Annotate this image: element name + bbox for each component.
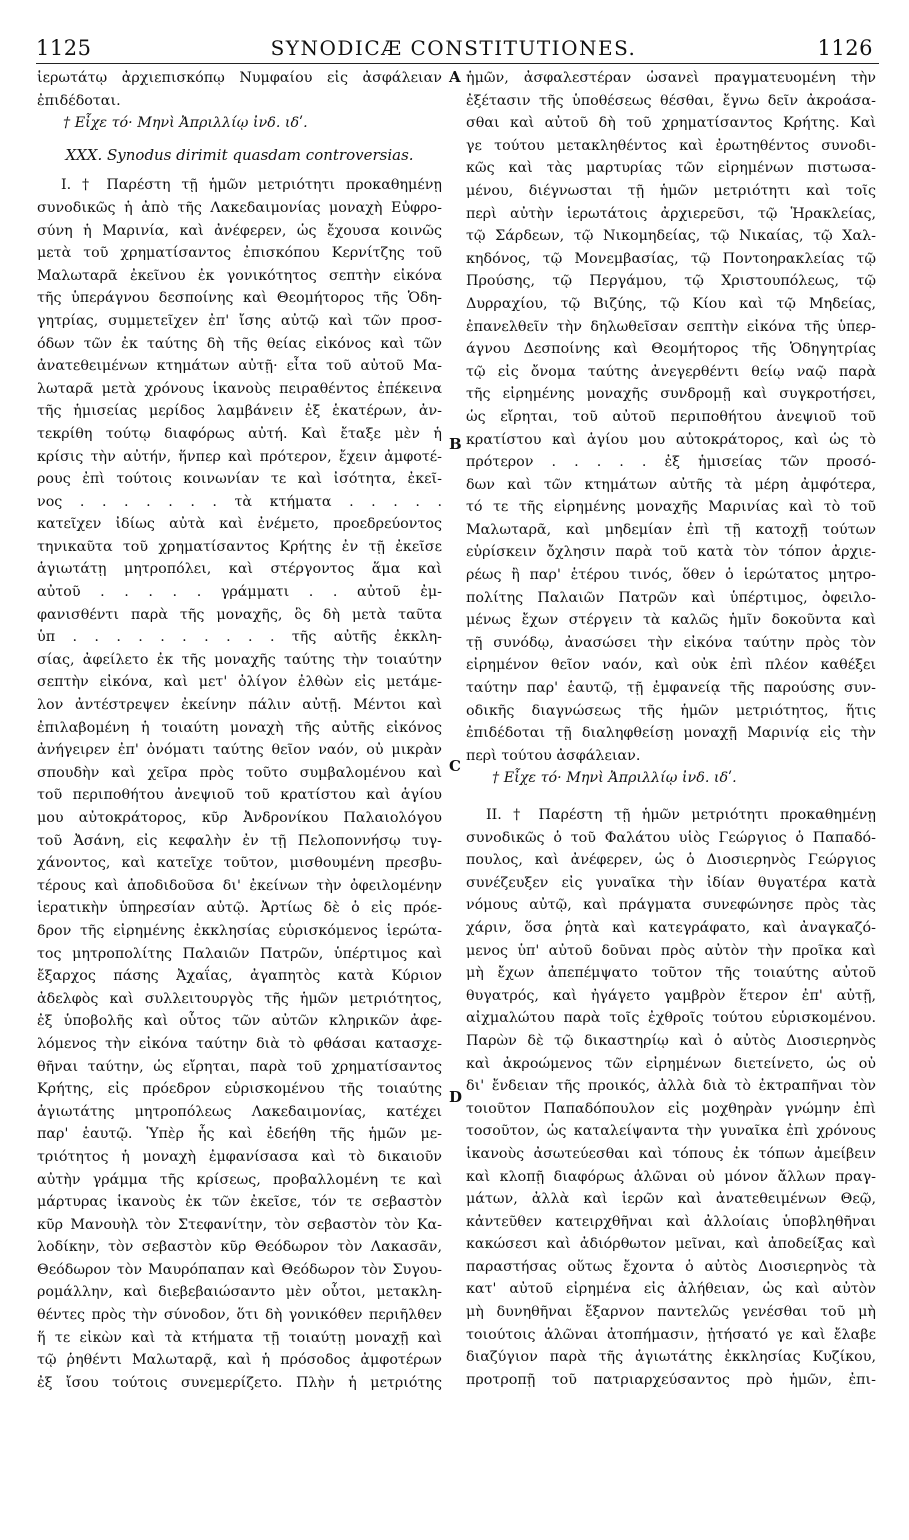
- text-line: σεπτὴν εἰκόνα, καὶ μετ' ὀλίγον ἐλθὼν εἰς μετάμε-: [37, 674, 442, 691]
- text-line: μενος ὑπ' αὐτοῦ δοῦναι πρὸς αὐτὸν τὴν προῖκα καὶ: [466, 942, 876, 959]
- text-line: κατ' αὐτοῦ εἰρημένα εἰς ἀλήθειαν, ὡς καὶ αὐτὸν: [466, 1281, 876, 1298]
- date-subscription: † Εἶχε τό· Μηνὶ Ἀπριλλίῳ ἰνδ. ιδʹ.: [492, 770, 737, 787]
- margin-letter-a: A: [449, 68, 461, 86]
- text-line: ἀνατεθειμένων κτημάτων αὐτῇ· εἶτα τοῦ αὐτοῦ Μα-: [37, 358, 442, 375]
- text-line: κρατίστου καὶ ἁγίου μου αὐτοκράτορος, καὶ ὡς τὸ: [466, 431, 876, 448]
- text-line: πρότερον . . . . . ἐξ ἡμισείας τῶν προσό-: [466, 454, 876, 471]
- text-line: ἐξ ὑποβολῆς καὶ οὗτος τῶν αὐτῶν κληρικῶν ἀφε-: [37, 1013, 442, 1030]
- text-line: αὐτὴν γράμμα τῆς κρίσεως, προβαλλομένη τε καὶ: [37, 1171, 442, 1188]
- text-line: τῇ συνόδῳ, ἀνασώσει τὴν εἰκόνα ταύτην πρὸς τὸν: [466, 634, 876, 651]
- text-line: ρους ἐπὶ τούτοις κοινωνίαν τε καὶ ἰσότητα, ἐκεῖ-: [37, 471, 442, 488]
- margin-letter-c: C: [449, 757, 461, 775]
- text-line: σθαι καὶ αὐτοῦ δὴ τοῦ χρηματίσαντος Κρήτης. Καὶ: [466, 115, 876, 132]
- text-line: ἐπανελθεῖν τὴν δηλωθεῖσαν σεπτὴν εἰκόνα τῆς ὑπερ-: [466, 318, 876, 335]
- text-line: λοδίκην, τὸν σεβαστὸν κῦρ Θεόδωρον τὸν Λακασᾶν,: [37, 1239, 442, 1256]
- text-line: ἱερωτάτῳ ἀρχιεπισκόπῳ Νυμφαίου εἰς ἀσφάλειαν: [37, 70, 442, 86]
- text-line: τό τε τῆς εἰρημένης μοναχῆς Μαρινίας καὶ τὸ τοῦ: [466, 499, 876, 516]
- text-line: Κρήτης, εἰς πρόεδρον εὑρισκομένου τῆς τοιαύτης: [37, 1081, 442, 1098]
- text-line: σύνη ἡ Μαρινία, καὶ ἀνέφερεν, ὡς ἔχουσα κοινῶς: [37, 222, 442, 239]
- text-line: τῆς ἡμισείας μερίδος λαμβάνειν ἐξ ἑκατέρων, ἀν-: [37, 403, 442, 420]
- text-line: λον ἀντέστρεψεν ἐκείνην πάλιν αὐτῇ. Μέντοι καὶ: [37, 697, 442, 714]
- text-line: περὶ αὐτὴν ἱερωτάτοις ἀρχιερεῦσι, τῷ Ἡρακλείας,: [466, 205, 876, 222]
- text-line: τοῦ περιποθήτου ἀνεψιοῦ τοῦ κρατίστου καὶ ἁγίου: [37, 787, 442, 804]
- text-line: ἁγιωτάτῃ μητροπόλει, καὶ στέργοντος ἅμα καὶ: [37, 561, 442, 578]
- text-line: καὶ κλοπῇ διαφόρως ἁλῶναι οὐ μόνον ἄλλων πραγ-: [466, 1168, 876, 1185]
- text-line: χάριν, ὅσα ῥητὰ καὶ κατεγράφατο, καὶ ἀναγκαζό-: [466, 919, 876, 936]
- text-line: ρομάλλην, καὶ διεβεβαιώσαντο μὲν οὗτοι, μετακλη-: [37, 1284, 442, 1301]
- text-line: νόμους αὐτῷ, καὶ πράγματα συνεφώνησε πρὸς τὰς: [466, 897, 876, 914]
- text-line: ἱκανοὺς ἀσωτεύεσθαι καὶ τόπους ἐκ τόπων ἀμείβειν: [466, 1145, 876, 1162]
- text-line: ἡμῶν, ἀσφαλεστέραν ὡσανεὶ πραγματευομένη τὴν: [466, 70, 876, 86]
- right-column: [466, 67, 876, 1391]
- text-line: ἐπιλαβομένη ἡ τοιαύτη μοναχὴ τῆς αὐτῆς εἰκόνος: [37, 719, 442, 736]
- margin-letter-b: B: [449, 435, 462, 453]
- text-line: παραστήσας οὕτως ἔχοντα ὁ αὐτὸς Διοσιερηνὸς τὰ: [466, 1258, 876, 1275]
- text-line: μὴ ἔχων ἀπεπέμψατο τοῦτον τῆς τοιαύτης αὐτοῦ: [466, 965, 876, 982]
- text-line: μου αὐτοκράτορος, κῦρ Ἀνδρονίκου Παλαιολόγου: [37, 810, 442, 826]
- text-line: ἱερατικὴν ὑπηρεσίαν αὐτῷ. Ἀρτίως δὲ ὁ εἰς πρόε-: [37, 900, 442, 917]
- left-column: [37, 67, 442, 1394]
- text-line: ἐξ ἴσου τούτοις συνεμερίζετο. Πλὴν ἡ μετριότης: [37, 1374, 442, 1391]
- text-line: ὡς εἴρηται, τοῦ αὐτοῦ περιποθήτου ἀνεψιοῦ τοῦ: [466, 408, 876, 425]
- text-line: συνοδικῶς ὁ τοῦ Φαλάτου υἱὸς Γεώργιος ὁ Παπαδό-: [466, 829, 876, 846]
- text-line: ταύτην παρ' ἑαυτῷ, τῇ ἐμφανείᾳ τῆς παρούσης συν-: [466, 680, 876, 697]
- text-line: τοιοῦτον Παπαδόπουλον εἰς μοχθηρὰν γνώμην ἐπὶ: [466, 1100, 876, 1117]
- text-line: μετὰ τοῦ χρηματίσαντος ἐπισκόπου Κερνίτζης τοῦ: [37, 245, 442, 262]
- left-page-number: 1125: [36, 36, 92, 60]
- text-line: αἰχμαλώτου παρὰ τοῖς ἐχθροῖς τούτου εὑρισκομένου.: [466, 1010, 876, 1027]
- text-line: θέντες πρὸς τὴν σύνοδον, ὅτι δὴ γονικόθεν περιῆλθεν: [37, 1307, 442, 1324]
- text-line: ἥ τε εἰκὼν καὶ τὰ κτήματα τῇ τοιαύτῃ μοναχῇ καὶ: [37, 1329, 442, 1346]
- text-line: θῆναι ταύτην, ὡς εἴρηται, παρὰ τοῦ χρηματίσαντος: [37, 1058, 442, 1075]
- text-line: γε τούτου μετακληθέντος καὶ ἐρωτηθέντος συνοδι-: [466, 137, 876, 154]
- text-line: γητρίας, συμμετεῖχεν ἐπ' ἴσης αὐτῷ καὶ τῶν προσ-: [37, 312, 442, 329]
- text-line: διαζύγιον παρὰ τῆς ἁγιωτάτης ἐκκλησίας Κυζίκου,: [466, 1349, 876, 1366]
- text-line: πουλος, καὶ ἀνέφερεν, ὡς ὁ Διοσιερηνὸς Γεώργιος: [466, 852, 876, 869]
- page-header: [26, 36, 881, 66]
- text-line: μένως ἔχων στέργειν τὰ καλῶς ἡμῖν δοκοῦντα καὶ: [466, 612, 876, 629]
- text-line: χάνοντος, καὶ κατεῖχε τοῦτον, μισθουμένη πρεσβυ-: [37, 855, 442, 872]
- text-line: περὶ τούτου ἀσφάλειαν.: [466, 747, 641, 764]
- text-line: θυγατρός, καὶ ἠγάγετο γαμβρὸν ἕτερον ἐπ' αὐτῇ,: [466, 987, 876, 1004]
- text-line: ὑπ . . . . . . . . . . τῆς αὐτῆς ἐκκλη-: [37, 629, 442, 646]
- text-line: I. † Παρέστη τῇ ἡμῶν μετριότητι προκαθημένῃ: [61, 177, 442, 194]
- text-line: νος . . . . . . . τὰ κτήματα . . . . .: [37, 493, 442, 510]
- header-rule: [36, 63, 879, 64]
- text-line: τῆς εἰρημένης μοναχῆς συνδρομῇ καὶ συγκροτήσει,: [466, 386, 876, 403]
- text-line: ἁγιωτάτης μητροπόλεως Λακεδαιμονίας, κατέχει: [37, 1103, 442, 1120]
- text-line: δι' ἔνδειαν τῆς προικός, ἀλλὰ διὰ τὸ ἐκτραπῆναι τὸν: [466, 1078, 876, 1095]
- text-line: κῦρ Μανουὴλ τὸν Στεφανίτην, τὸν σεβαστὸν τὸν Κα-: [37, 1216, 442, 1233]
- text-line: αὐτοῦ . . . . . γράμματι . . αὐτοῦ ἐμ-: [37, 584, 442, 601]
- text-line: τοσοῦτον, ὡς καταλείψαντα τὴν γυναῖκα ἐπὶ χρόνους: [466, 1123, 876, 1140]
- section-heading: XXX. Synodus dirimit quasdam controversias.: [65, 145, 414, 164]
- text-line: ρέως ἢ παρ' ἑτέρου τινός, ὅθεν ὁ ἱερώτατος μητρο-: [466, 567, 876, 584]
- running-title: SYNODICÆ CONSTITUTIONES.: [270, 36, 637, 60]
- text-line: τέρους καὶ ἀποδιδοῦσα δι' ἐκείνων τὴν ὀφειλομένην: [37, 877, 442, 894]
- text-line: σπουδὴν καὶ χεῖρα πρὸς τοῦτο συμβαλομένου καὶ: [37, 764, 442, 781]
- text-line: τοιούτοις ἁλῶναι ἀτοπήμασιν, ᾐτήσατό γε καὶ ἔλαβε: [466, 1326, 876, 1343]
- text-line: σίας, ἀφείλετο ἐκ τῆς μοναχῆς ταύτης τὴν τοιαύτην: [37, 651, 442, 668]
- text-line: κρίσις τὴν αὐτήν, ἥνπερ καὶ πρότερον, ἔχειν ἀμφοτέ-: [37, 448, 442, 465]
- text-line: συνοδικῶς ἡ ἀπὸ τῆς Λακεδαιμονίας μοναχὴ Εὐφρο-: [37, 199, 442, 216]
- text-line: λόμενος τὴν εἰκόνα ταύτην διὰ τὸ φθάσαι κατασχε-: [37, 1035, 442, 1052]
- text-line: παρ' ἑαυτῷ. Ὑπὲρ ἧς καὶ ἐδεήθη τῆς ἡμῶν με-: [37, 1126, 442, 1143]
- text-line: τοῦ Ἀσάνη, εἰς κεφαλὴν ἐν τῇ Πελοποννήσῳ τυγ-: [37, 832, 442, 849]
- text-line: όδων τῶν ἐκ ταύτης δὴ τῆς θείας εἰκόνος καὶ τῶν: [37, 335, 442, 352]
- text-line: Μαλωταρᾶ, καὶ μηδεμίαν ἐπὶ τῇ κατοχῇ τούτων: [466, 521, 876, 538]
- text-line: τεκρίθη τούτῳ διαφόρως αὐτή. Καὶ ἔταξε μὲν ἡ: [37, 425, 442, 442]
- text-line: τῷ εἰς ὄνομα ταύτης ἀνεγερθέντι θείῳ ναῷ παρὰ: [466, 363, 876, 380]
- text-line: ἐπιδέδοται.: [37, 92, 121, 109]
- date-subscription: † Εἶχε τό· Μηνὶ Ἀπριλλίῳ ἰνδ. ιδʹ.: [63, 115, 308, 132]
- text-line: πολίτης Παλαιῶν Πατρῶν καὶ ὑπέρτιμος, ὀφειλο-: [466, 589, 876, 606]
- text-line: τῷ ῥηθέντι Μαλωταρᾷ, καὶ ἡ πρόσοδος ἀμφοτέρων: [37, 1352, 442, 1369]
- text-line: τηνικαῦτα τοῦ χρηματίσαντος Κρήτης ἐν τῇ ἐκεῖσε: [37, 538, 442, 555]
- text-line: εἰρημένον θεῖον ναόν, καὶ οὐκ ἐπὶ πλέον καθέξει: [466, 657, 876, 674]
- text-line: Προύσης, τῷ Περγάμου, τῷ Χριστουπόλεως, τῷ: [466, 273, 876, 290]
- section-gap: [466, 790, 876, 804]
- text-line: δων καὶ τῶν κτημάτων αὐτῆς τὰ μέρη ἀμφότερα,: [466, 476, 876, 493]
- text-line: Δυρραχίου, τῷ Βιζύης, τῷ Κίου καὶ τῷ Μηδείας,: [466, 295, 876, 312]
- text-line: προτροπῇ τοῦ πατριαρχεύσαντος πρὸ ἡμῶν, ἐπι-: [466, 1371, 876, 1388]
- text-line: ἀνήγειρεν ἐπ' ὀνόματι ταύτης θεῖον ναόν, οὐ μικρὰν: [37, 742, 442, 759]
- text-line: κἀντεῦθεν κατειρχθῆναι καὶ ἀλλοίαις ὑποβληθῆναι: [466, 1213, 876, 1230]
- margin-letter-d: D: [449, 1088, 463, 1106]
- text-line: συνέζευξεν εἰς γυναῖκα τὴν ἰδίαν θυγατέρα κατὰ: [466, 874, 876, 891]
- text-line: λωταρᾶ μετὰ χρόνους ἱκανοὺς πειραθέντος ἐπέκεινα: [37, 380, 442, 397]
- text-line: ἐπιδέδοται τῇ διαληφθείσῃ μοναχῇ Μαρινίᾳ εἰς τὴν: [466, 725, 876, 742]
- text-line: άγνου Δεσποίνης καὶ Θεομήτορος τῆς Ὁδηγητρίας: [466, 341, 876, 358]
- right-page-number: 1126: [817, 36, 873, 60]
- text-line: εὑρίσκειν ὄχλησιν παρὰ τοῦ κατὰ τὸν τόπον ἀρχιε-: [466, 544, 876, 561]
- text-line: τριότητος ἡ μοναχὴ ἐμφανίσασα καὶ τὸ δικαιοῦν: [37, 1148, 442, 1165]
- text-line: τῆς ὑπεράγνου δεσποίνης καὶ Θεομήτορος τῆς Ὁδη-: [37, 290, 442, 307]
- text-line: τῷ Σάρδεων, τῷ Νικομηδείας, τῷ Νικαίας, τῷ Χαλ-: [466, 228, 876, 245]
- text-line: φανισθέντι παρὰ τῆς μοναχῆς, ὃς δὴ μετὰ ταῦτα: [37, 606, 442, 623]
- text-line: δρον τῆς εἰρημένης ἐκκλησίας εὑρισκόμενος ἱερώτα-: [37, 922, 442, 939]
- text-line: ἔξαρχος πάσης Ἀχαΐας, ἀγαπητὸς κατὰ Κύριον: [37, 968, 442, 985]
- text-line: μάτων, ἀλλὰ καὶ ἱερῶν καὶ ἀνατεθειμένων Θεῷ,: [466, 1191, 876, 1208]
- text-line: κηδόνος, τῷ Μονεμβασίας, τῷ Ποντοηρακλείας τῷ: [466, 250, 876, 267]
- text-line: μὴ δυνηθῆναι ἔξαρνον παντελῶς γενέσθαι τοῦ μὴ: [466, 1304, 876, 1321]
- text-line: κῶς καὶ τὰς μαρτυρίας τῶν εἰρημένων πιστωσα-: [466, 160, 876, 177]
- text-line: Μαλωταρᾶ ἐκεῖνου ἐκ γονικότητος σεπτὴν εἰκόνα: [37, 267, 442, 284]
- text-line: κατεῖχεν ἰδίως αὐτὰ καὶ ἐνέμετο, προεδρεύοντος: [37, 516, 442, 533]
- text-line: μάρτυρας ἱκανοὺς ἐκ τῶν ἐκεῖσε, τόν τε σεβαστὸν: [37, 1194, 442, 1211]
- text-line: οδικῆς διαγνώσεως τῆς ἡμῶν μετριότητος, ἥτις: [466, 702, 876, 719]
- text-line: Θεόδωρον τὸν Μαυρόπαπαν καὶ Θεόδωρον τὸν Συγου-: [37, 1261, 442, 1278]
- text-line: ἐξέτασιν τῆς ὑποθέσεως θέσθαι, ἔγνω δεῖν ἀκροάσα-: [466, 92, 876, 109]
- text-line: κακώσεσι καὶ ἀδιόρθωτον μεῖναι, καὶ ἀποδείξας καὶ: [466, 1236, 876, 1253]
- text-line: ἀδελφὸς καὶ συλλειτουργὸς τῆς ἡμῶν μετριότητος,: [37, 990, 442, 1007]
- text-line: II. † Παρέστη τῇ ἡμῶν μετριότητι προκαθημένῃ: [486, 807, 876, 823]
- text-line: Παρὼν δὲ τῷ δικαστηρίῳ καὶ ὁ αὐτὸς Διοσιερηνὸς: [466, 1032, 876, 1049]
- text-line: τος μητροπολίτης Παλαιῶν Πατρῶν, ὑπέρτιμος καὶ: [37, 945, 442, 962]
- text-line: καὶ ἀκροώμενος τῶν εἰρημένων διετείνετο, ὡς οὐ: [466, 1055, 876, 1072]
- text-line: μένου, διέγνωσται τῇ ἡμῶν μετριότητι καὶ τοῖς: [466, 182, 876, 199]
